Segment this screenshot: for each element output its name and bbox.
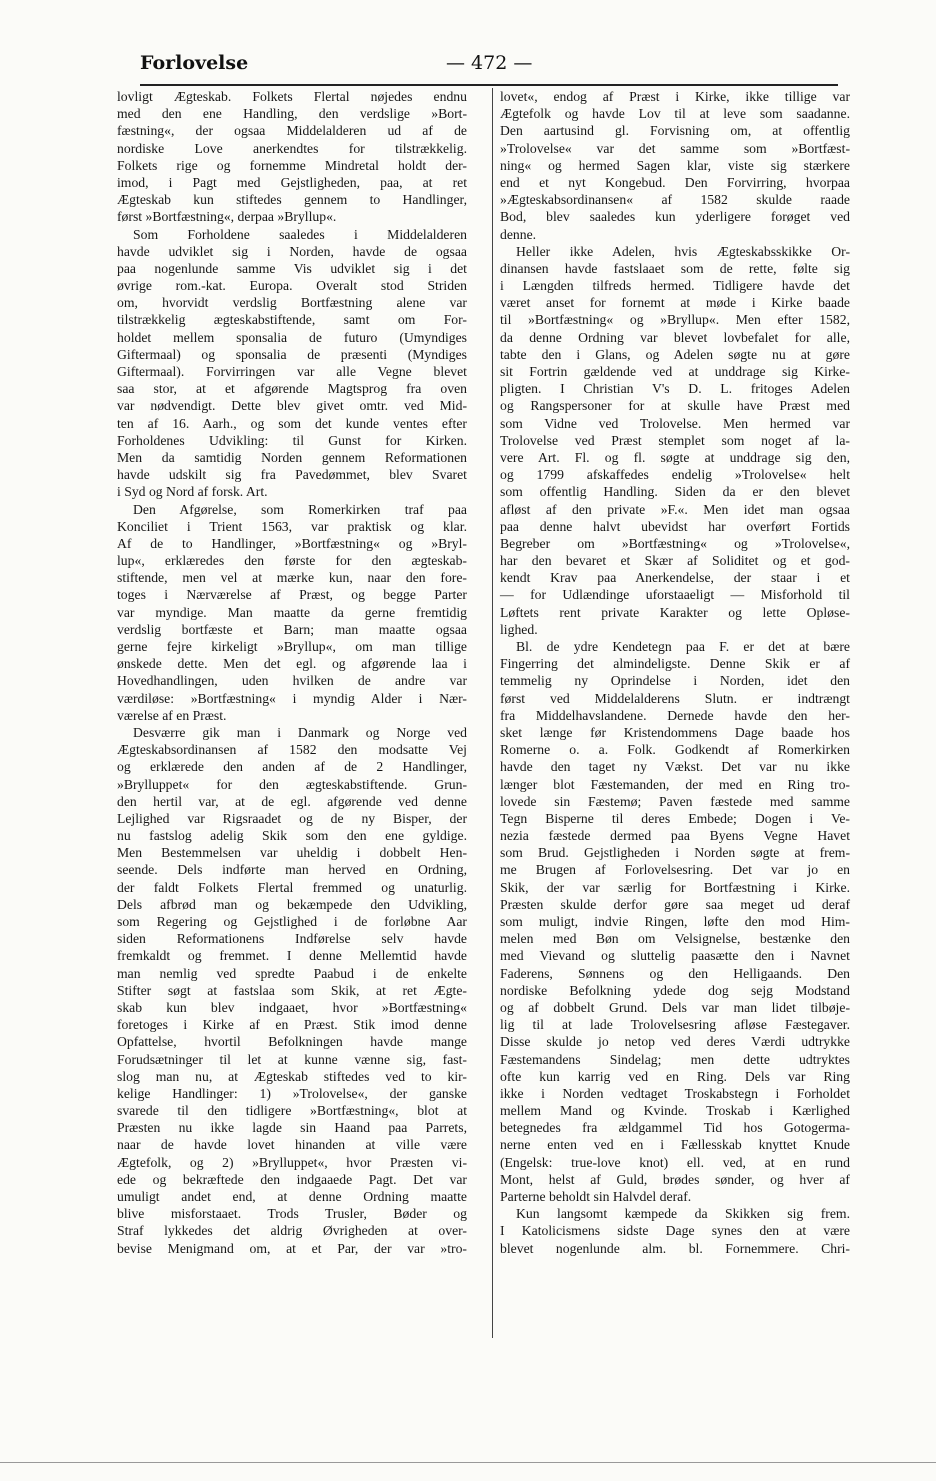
text-line: stiftende, men vel at mærke kun, naar den fore- (117, 570, 467, 586)
text-line: Fæstemandens Sindelag; men dette udtryktes (500, 1051, 850, 1067)
text-line: afløst af den private »F.«. Men idet man ogsaa (500, 501, 850, 517)
text-line: og Rangspersoner for at skulle have Præst med (500, 398, 850, 414)
text-line: Straf lykkedes det aldrig Øvrigheden at over- (117, 1223, 467, 1239)
text-line: ten af 16. Aarh., og som det kunde ventes efter (117, 415, 467, 431)
text-line: blevet nogenlunde alm. bl. Fornemmere. Chri- (500, 1240, 850, 1256)
text-line: pligten. I Christian V's D. L. fritoges Adelen (500, 381, 850, 397)
text-line: naar de havde lovet hinanden at ville være (117, 1137, 467, 1153)
text-line: lig til at lade Trolovelsesring afløse Fæstegaver. (500, 1017, 850, 1033)
text-line: Fingerring det almindeligste. Denne Skik er af (500, 656, 850, 672)
text-line: havde udviklet sig i Norden, havde de ogsaa (117, 243, 467, 259)
text-line: først »Bortfæstning«, derpaa »Bryllup«. (117, 209, 337, 225)
text-line: som Brud. Gejstligheden i Norden søgte at frem- (500, 845, 850, 861)
text-line: Dels afbrød man og bekæmpede den Udvikling, (117, 896, 467, 912)
text-line: lighed. (500, 621, 538, 637)
right-column (500, 88, 850, 1257)
text-line: end et nyt Kongebud. Den Forvirring, hvorpaa (500, 174, 850, 190)
text-line: Disse skulde jo netop ved deres Værdi udtrykke (500, 1034, 850, 1050)
text-line: holdet mellem sponsalia de futuro (Umyndiges (117, 329, 467, 345)
text-line: mellem Mand og Kvinde. Troskab i Kærlighed (500, 1103, 850, 1119)
text-line: Desværre gik man i Danmark og Norge ved (133, 724, 467, 740)
text-line: lovet«, endog af Præst i Kirke, ikke tillige var (500, 89, 850, 104)
text-line: Ægtefolk, og 2) »Brylluppet«, hvor Præsten vi- (117, 1154, 467, 1170)
text-line: Romerne o. a. Folk. Godkendt af Romerkirken (500, 742, 850, 758)
text-line: tabte den i Glans, og Adelen søgte nu at gøre (500, 346, 850, 362)
text-line: til »Bortfæstning« og »Bryllup«. Men efter 1582, (500, 312, 850, 328)
text-line: øvrige rom.-kat. Europa. Overalt stod Striden (117, 278, 467, 294)
text-line: vere Art. Fl. og fl. søgte at unddrage sig den, (500, 449, 850, 465)
page-number: — 472 — (446, 52, 533, 74)
text-line: Men da samtidig Norden gennem Reformationen (117, 449, 467, 465)
text-line: har den bevaret et Skær af Soliditet og et god- (500, 553, 850, 569)
text-line: sket længe før Kristendommens Dage baade hos (500, 724, 850, 740)
text-line: længer blot Fæstemanden, der med en Ring tro- (500, 776, 850, 792)
text-line: verdslig bortfæste et Barn; man maatte ogsaa (117, 621, 467, 637)
text-line: blive misforstaaet. Trods Trusler, Bøder og (117, 1206, 467, 1222)
text-line: med den ene Handling, den verdslige »Bort- (117, 106, 467, 122)
text-line: fæstning«, der ogsaa Middelalderen ud af de (117, 123, 467, 139)
text-line: Ægtefolk og havde Lov til at leve som saadanne. (500, 106, 850, 122)
text-line: Heller ikke Adelen, hvis Ægteskabsskikke Or- (516, 243, 850, 259)
text-line: med Vievand og sluttelig paasætte den i Navnet (500, 948, 850, 964)
text-line: dinansen havde fastslaaet som de rette, følte sig (500, 260, 850, 276)
text-line: umuligt andet end, at denne Ordning maatte (117, 1189, 467, 1204)
text-line: bevise Menigmand om, at et Par, der var »tro- (117, 1240, 467, 1256)
text-line: der faldt Folkets Flertal fremmed og unaturlig. (117, 879, 467, 895)
text-line: Den Afgørelse, som Romerkirken traf paa (133, 501, 467, 517)
text-line: som Vidne ved Trolovelse. Men hermed var (500, 415, 850, 431)
text-line: temmelig ny Oprindelse i Norden, idet den (500, 673, 850, 689)
text-line: Forudsætninger til let at kunne vænne sig, fast- (117, 1051, 467, 1067)
text-line: slog man nu, at Ægteskab stiftedes ved to kir- (117, 1068, 467, 1084)
text-line: ofte kun karrig ved en Ring. Dels var Ring (500, 1068, 850, 1084)
text-line: Forholdenes Udvikling: til Gunst for Kirken. (117, 432, 467, 448)
text-line: siden Reformationens Indførelse selv havde (117, 931, 467, 947)
page-header (140, 52, 840, 82)
text-line: i Syd og Nord af forsk. Art. (117, 484, 268, 500)
text-line: (Engelsk: true-love knot) ell. ved, at en rund (500, 1154, 850, 1170)
text-line: I Katolicismens sidste Dage synes den at være (500, 1223, 850, 1239)
text-line: Giftermaal). Forvirringen var alle Vegne blevet (117, 364, 467, 379)
text-line: svarede til den tidligere »Bortfæstning«, blot at (117, 1103, 467, 1119)
text-line: kelige Handlinger: 1) »Trolovelse«, der ganske (117, 1085, 467, 1101)
text-line: Ægteskab kun stiftedes gennem to Handlinger, (117, 192, 467, 208)
text-line: Skik, der var særlig for Bortfæstning i Kirke. (500, 879, 850, 895)
text-line: ønskede dette. Men det egl. og afgørende laa i (117, 656, 467, 672)
text-line: Den aartusind gl. Forvisning om, at offentlig (500, 123, 850, 139)
text-line: Giftermaal) og sponsalia de præsenti (Myndiges (117, 346, 467, 362)
text-line: og 1799 afskaffedes endelig »Trolovelse« helt (500, 467, 850, 483)
text-line: Af de to Handlinger, »Bortfæstning« og »Bryl- (117, 535, 467, 551)
text-line: havde den taget ny Vækst. Det var nu ikke (500, 759, 850, 775)
text-line: da denne Ordning var blevet lovbefalet for alle, (500, 329, 850, 345)
text-line: som Regering og Gejstlighed i de forløbne Aar (117, 914, 467, 929)
text-line: ede og bekræftede den indgaaede Pagt. Det var (117, 1171, 467, 1187)
text-line: ning« og hermed Sagen klar, viste sig stærkere (500, 157, 850, 173)
text-line: Begreber om »Bortfæstning« og »Trolovelse«, (500, 535, 850, 551)
text-line: »Trolovelse« var det samme som »Bortfæst- (500, 140, 850, 156)
text-line: melen med Bøn om Velsignelse, bestænke den (500, 931, 850, 947)
text-line: — for Udlændinge uforstaaeligt — Misforhold til (500, 587, 850, 603)
text-line: paa nogenlunde samme Vis udviklet sig i det (117, 260, 467, 276)
text-line: sit Fortrin gældende ved at unddrage sig Kirke- (500, 364, 850, 379)
text-line: Trolovelse ved Præst stemplet som noget af la- (500, 432, 850, 448)
text-line: Præsten nu ikke lagde sin Haand paa Parrets, (117, 1120, 467, 1136)
text-line: lovede sin Fæstemø; Paven fæstede med samme (500, 793, 850, 809)
text-line: som offentlig Handling. Siden da er den blevet (500, 484, 850, 500)
text-line: Hovedhandlingen, uden hvilken de andre var (117, 673, 467, 689)
section-title: Forlovelse (140, 52, 249, 74)
text-line: var nødvendigt. Dette blev givet omtr. ved Mid- (117, 398, 467, 414)
text-line: Præsten skulde derfor gøre saa meget ud deraf (500, 896, 850, 912)
text-line: Bod, blev saaledes kun yderligere forøget ved (500, 209, 850, 225)
text-line: lup«, erklæredes den første for den ægteskab- (117, 553, 467, 569)
text-line: ikke i Norden vedtaget Troskabstegn i Forholdet (500, 1085, 850, 1101)
text-line: foretoges i Kirke af en Præst. Stik imod denne (117, 1017, 467, 1033)
text-line: Tegn Bisperne til deres Embede; Dogen i Ve- (500, 810, 850, 826)
text-line: tilstrækkelig ægteskabstiftende, samt om For- (117, 312, 467, 328)
header-rule (140, 84, 838, 86)
text-line: Løftets rent private Karakter og lette Opløse- (500, 604, 850, 620)
text-line: gerne fejre kirkeligt »Bryllup«, om man tillige (117, 639, 467, 654)
text-line: toges i Nærværelse af Præst, og begge Parter (117, 587, 467, 603)
text-line: om, hvorvidt verdslig Bortfæstning alene var (117, 295, 467, 311)
text-line: og erklærede den anden af de 2 Handlinger, (117, 759, 467, 775)
text-line: var myndige. Man maatte da gerne fremtidig (117, 604, 467, 620)
text-line: nordiske Befolkning ydede dog sejg Modstand (500, 982, 850, 998)
text-line: paa denne halvt ubevidst har overført Fortids (500, 518, 850, 534)
text-line: nerne enten ved en i Fællesskab knyttet Knude (500, 1137, 850, 1153)
text-line: saa stor, at et afgørende Magtsprog fra oven (117, 381, 467, 397)
text-line: den hertil var, at de egl. afgørende ved denne (117, 793, 467, 809)
text-line: Parterne beholdt sin Halvdel deraf. (500, 1189, 692, 1204)
text-line: Opfattelse, hvortil Befolkningen havde mange (117, 1034, 467, 1050)
bottom-edge-line (0, 1462, 936, 1463)
text-line: værelse af en Præst. (117, 707, 227, 723)
text-line: som muligt, indvie Ringen, løfte den mod Him- (500, 914, 850, 929)
text-line: først ved Middelalderens Slutn. er indtrængt (500, 690, 850, 706)
text-line: Ægteskabsordinansen af 1582 den modsatte Vej (117, 742, 467, 758)
text-line: me Brugen af Forlovelsesring. Det var jo en (500, 862, 850, 878)
text-line: Men Bestemmelsen var uheldig i dobbelt Hen- (117, 845, 467, 861)
text-line: betegnedes fra ældgammel Tid hos Gotogerma- (500, 1120, 850, 1136)
text-line: Bl. de ydre Kendetegn paa F. er det at bære (516, 639, 850, 654)
text-line: og af dobbelt Grund. Dels var man lidet tilbøje- (500, 999, 850, 1015)
text-line: Stifter søgt at fastslaa som Skik, at ret Ægte- (117, 982, 467, 998)
left-column (117, 88, 467, 1257)
text-line: i Længden tilfreds hermed. Tidligere havde det (500, 278, 850, 294)
text-line: havde udskilt sig fra Pavedømmet, blev Svaret (117, 467, 467, 483)
text-line: Folkets rige og fornemme Mindretal holdt der- (117, 157, 467, 173)
text-line: lovligt Ægteskab. Folkets Flertal nøjedes endnu (117, 89, 467, 104)
text-line: Konciliet i Trient 1563, var praktisk og klar. (117, 518, 467, 534)
text-line: Som Forholdene saaledes i Middelalderen (133, 226, 467, 242)
text-line: nu fastslog adelig Skik som den ene gyldige. (117, 828, 467, 844)
text-line: kendt Krav paa Anerkendelse, der staar i et (500, 570, 850, 586)
text-line: »Ægteskabsordinansen« af 1582 skulde raade (500, 192, 850, 208)
text-line: Lejlighed var Rigsraadet og de ny Bisper, der (117, 810, 467, 826)
text-line: imod, i Pagt med Gejstligheden, paa, at ret (117, 174, 467, 190)
column-divider (492, 88, 493, 1338)
text-line: Kun langsomt kæmpede da Skikken sig frem. (516, 1206, 850, 1222)
text-line: skab kun blev indgaaet, hvor »Bortfæstning« (117, 999, 467, 1015)
text-line: fra Middelhavslandene. Dernede havde den her- (500, 707, 850, 723)
text-line: værdiløse: »Bortfæstning« i myndig Alder i Nær- (117, 690, 467, 706)
text-line: Mont, helst af Guld, brødes sønder, og hver af (500, 1171, 850, 1187)
text-line: seende. Dels indførte man herved en Ordning, (117, 862, 467, 878)
text-line: man nemlig ved spredte Paabud i de enkelte (117, 965, 467, 981)
text-line: fremkaldt og fremmet. I denne Mellemtid havde (117, 948, 467, 964)
text-line: denne. (500, 226, 537, 242)
text-line: været anset for fornemt at møde i Kirke baade (500, 295, 850, 311)
text-line: Faderens, Sønnens og den Helligaands. Den (500, 965, 850, 981)
text-line: »Brylluppet« for den ægteskabstiftende. Grun- (117, 776, 467, 792)
text-line: nezia fæstede dermed paa Byens Vegne Havet (500, 828, 850, 844)
text-line: nordiske Love anerkendtes for tilstrækkelig. (117, 140, 467, 156)
